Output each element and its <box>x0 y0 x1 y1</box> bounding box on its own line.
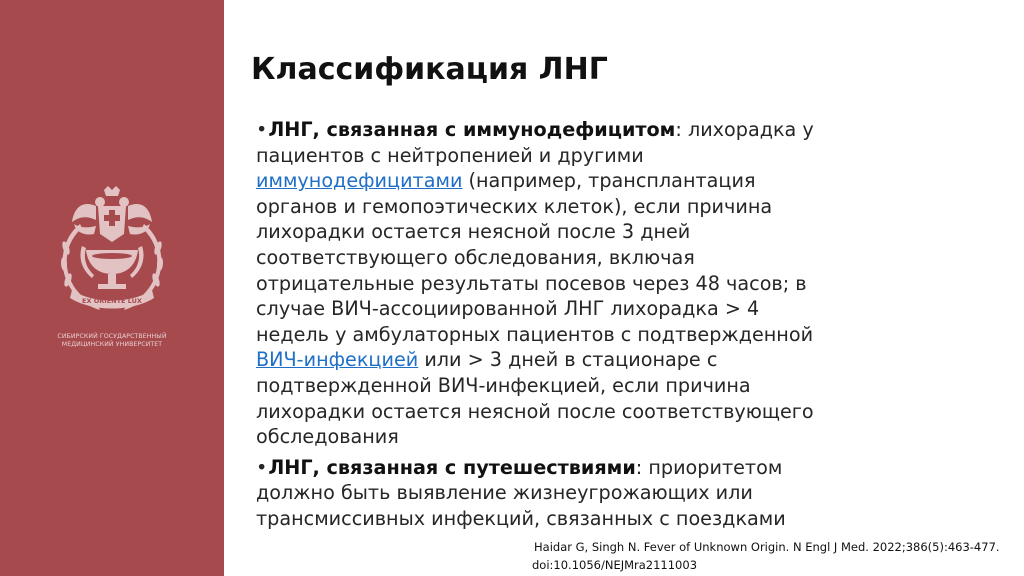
text-line: должно быть выявление жизнеугрожающих или <box>256 481 753 505</box>
bullet-term: ЛНГ, связанная с иммунодефицитом <box>268 118 676 141</box>
text-line <box>256 168 896 194</box>
immunodeficiency-link[interactable]: иммунодефицитами <box>256 169 463 193</box>
text-line: лихорадки остается неясной после соответствующего <box>256 399 814 423</box>
university-emblem-icon <box>52 186 172 321</box>
text-line: трансмиссивных инфекций, связанных с поездками <box>256 506 786 530</box>
sidebar-panel <box>0 0 224 576</box>
text-line: обследования <box>256 425 399 449</box>
text-line: лихорадки остается неясной после 3 дней <box>256 220 691 244</box>
text-line: случае ВИЧ-ассоциированной ЛНГ лихорадка > 4 <box>256 297 760 321</box>
text-segment: : лихорадка у <box>675 118 814 141</box>
text-line <box>256 117 896 143</box>
bullet-item-travel <box>256 455 896 532</box>
university-name-line: СИБИРСКИЙ ГОСУДАРСТВЕННЫЙ <box>57 333 167 340</box>
text-segment: : приоритетом <box>635 455 783 479</box>
slide-content <box>256 117 896 532</box>
text-line: соответствующего обследования, включая <box>256 245 695 269</box>
text-line: недель у амбулаторных пациентов с подтвержденной <box>256 322 814 346</box>
bullet-icon: • <box>256 118 268 141</box>
slide-title: Классификация ЛНГ <box>251 52 608 87</box>
text-segment: (например, трансплантация <box>462 169 756 193</box>
hiv-infection-link[interactable]: ВИЧ-инфекцией <box>256 348 419 372</box>
bullet-item-immunodeficiency <box>256 117 896 450</box>
university-name <box>40 333 184 349</box>
emblem-year: 1888 <box>106 290 118 295</box>
university-name-line: МЕДИЦИНСКИЙ УНИВЕРСИТЕТ <box>61 341 163 348</box>
bullet-term: ЛНГ, связанная с путешествиями <box>268 455 636 479</box>
citation-reference: Haidar G, Singh N. Fever of Unknown Origin. N Engl J Med. 2022;386(5):463-477. <box>534 540 1000 554</box>
text-line <box>256 455 896 481</box>
text-line <box>256 347 896 373</box>
text-line: подтвержденной ВИЧ-инфекцией, если причина <box>256 373 751 397</box>
text-line: пациентов с нейтропенией и другими <box>256 143 644 167</box>
text-segment: или > 3 дней в стационаре с <box>418 348 718 372</box>
citation-doi: doi:10.1056/NEJMra2111003 <box>532 558 698 572</box>
citation <box>532 538 1000 574</box>
text-line: органов и гемопоэтических клеток), если причина <box>256 194 773 218</box>
emblem-motto: EX ORIENTE LUX <box>82 297 142 305</box>
bullet-icon: • <box>256 455 268 479</box>
text-line: отрицательные результаты посевов через 48 часов; в <box>256 271 807 295</box>
